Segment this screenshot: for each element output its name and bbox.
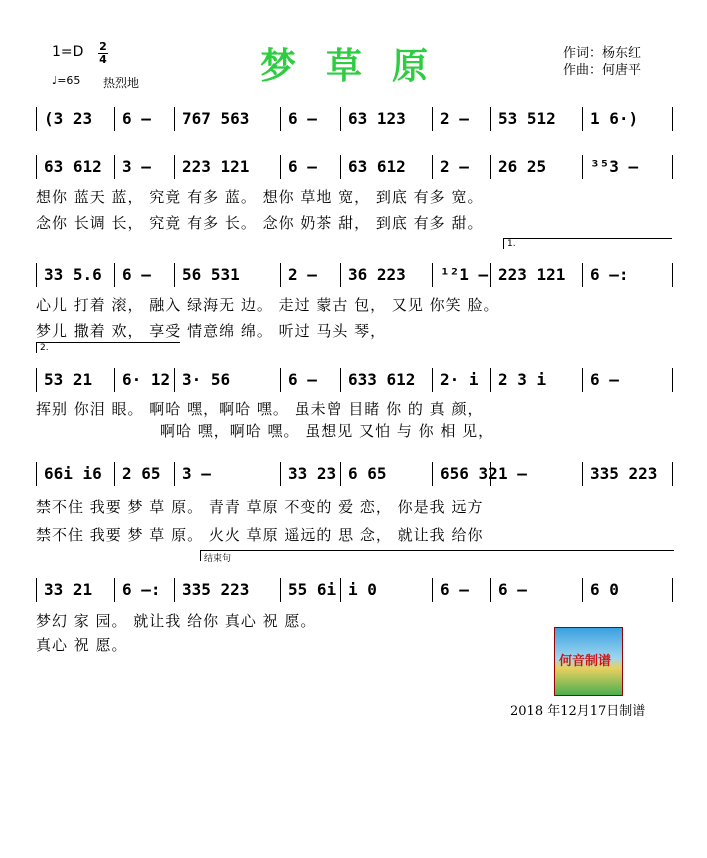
time-signature-top: 2 [99,40,107,53]
lyric-line: 挥别 你泪 眼。 啊哈 嘿，啊哈 嘿。 虽未曾 目睹 你 的 真 颜， [36,400,484,418]
bar-line [174,263,175,287]
measure-notes: 26 25 [498,157,547,176]
bar-line [36,462,37,486]
bar-line [432,462,433,486]
measure-notes: 335 223 [182,580,250,599]
lyric-line: 禁不住 我要 梦 草 原。 青青 草原 不变的 爱 恋， 你是我 远方 [36,498,484,516]
lyric-line: 梦儿 撒着 欢， 享受 情意绵 绵。 听过 马头 琴， [36,322,387,340]
maker-stamp-image [554,627,623,696]
measure-notes: 56 531 [182,265,240,284]
expression-mark: 热烈地 [103,76,140,90]
bar-line [114,578,115,602]
measure-notes: 63 612 [44,157,102,176]
bar-line [490,368,491,392]
measure-notes: 53 21 [44,370,93,389]
measure-notes: 2· i [440,370,479,389]
bar-line [280,578,281,602]
song-title: 梦草原 [260,45,459,87]
bar-line [582,578,583,602]
measure-notes: 767 563 [182,109,250,128]
tempo-mark: ♩=65 [52,74,81,87]
measure-notes: 6 – [498,580,527,599]
measure-notes: ¹²1 – [440,265,489,284]
bar-line [280,155,281,179]
measure-notes: i 0 [348,580,377,599]
bar-line [174,578,175,602]
bar-line [582,155,583,179]
measure-notes: 6 –: [122,580,161,599]
measure-notes: 1 6·) [590,109,639,128]
measure-notes: 3· 56 [182,370,231,389]
bar-line [672,155,673,179]
measure-notes: 33 5.6 [44,265,102,284]
bar-line [174,107,175,131]
bar-line [36,578,37,602]
measure-notes: 6 0 [590,580,619,599]
music-row [36,107,672,131]
music-row [36,578,672,602]
measure-notes: 6 – [122,265,151,284]
bar-line [114,107,115,131]
bar-line [114,263,115,287]
bar-line [114,462,115,486]
bar-line [340,107,341,131]
bar-line [114,368,115,392]
volta-bracket-1: 1. [503,238,672,249]
measure-notes: 3 – [182,464,211,483]
measure-notes: 2 65 [122,464,161,483]
music-row [36,368,672,392]
measure-notes: 55 6i [288,580,337,599]
bar-line [432,155,433,179]
bar-line [340,155,341,179]
bar-line [490,107,491,131]
lyricist-credit: 作词：杨东红 [563,46,642,61]
measure-notes: ³⁵3 – [590,157,639,176]
volta-bracket-2: 2. [36,342,180,353]
time-signature [98,42,108,65]
completion-date: 2018 年12月17日制谱 [510,704,646,719]
measure-notes: 6 – [122,109,151,128]
lyric-line: 念你 长调 长， 究竟 有多 长。 念你 奶茶 甜， 到底 有多 甜。 [36,214,484,232]
measure-notes: 6 –: [590,265,629,284]
measure-notes: 6 – [590,370,619,389]
lyric-line: 啊哈 嘿，啊哈 嘿。 虽想见 又怕 与 你 相 见， [160,422,495,440]
bar-line [340,368,341,392]
bar-line [672,107,673,131]
music-row [36,462,672,486]
bar-line [174,155,175,179]
bar-line [174,462,175,486]
bar-line [582,368,583,392]
bar-line [432,578,433,602]
lyric-line: 想你 蓝天 蓝， 究竟 有多 蓝。 想你 草地 宽， 到底 有多 宽。 [36,188,484,206]
measure-notes: 6 – [440,580,469,599]
bar-line [490,263,491,287]
bar-line [36,155,37,179]
music-row [36,155,672,179]
measure-notes: 2 – [288,265,317,284]
measure-notes: 33 23 [288,464,337,483]
bar-line [36,368,37,392]
bar-line [672,462,673,486]
bar-line [340,578,341,602]
measure-notes: 6 – [288,157,317,176]
bar-line [432,107,433,131]
bar-line [280,263,281,287]
lyric-line: 禁不住 我要 梦 草 原。 火火 草原 遥远的 思 念， 就让我 给你 [36,526,484,544]
lyric-line: 梦幻 家 园。 就让我 给你 真心 祝 愿。 [36,612,317,630]
bar-line [490,578,491,602]
bar-line [582,107,583,131]
measure-notes: 2 – [440,109,469,128]
bar-line [340,263,341,287]
measure-notes: (3 23 [44,109,93,128]
bar-line [36,263,37,287]
measure-notes: 656 32 [440,464,498,483]
measure-notes: 223 121 [182,157,250,176]
measure-notes: 53 512 [498,109,556,128]
maker-stamp-text: 何音制谱 [559,654,612,669]
time-signature-bottom: 4 [99,53,107,66]
bar-line [432,263,433,287]
measure-notes: 6 – [288,109,317,128]
measure-notes: 223 121 [498,265,566,284]
music-row [36,263,672,287]
bar-line [582,462,583,486]
bar-line [280,368,281,392]
measure-notes: 6· 12 [122,370,171,389]
measure-notes: 36 223 [348,265,406,284]
bar-line [582,263,583,287]
bar-line [672,368,673,392]
key-signature: 1=D [52,44,84,60]
bar-line [280,107,281,131]
measure-notes: 335 223 [590,464,658,483]
ending-bracket: 结束句 [200,550,674,561]
bar-line [280,462,281,486]
measure-notes: 33 21 [44,580,93,599]
bar-line [174,368,175,392]
measure-notes: 3 – [122,157,151,176]
measure-notes: 633 612 [348,370,416,389]
bar-line [490,155,491,179]
measure-notes: 2 – [440,157,469,176]
measure-notes: 6 – [288,370,317,389]
measure-notes: 2 3 i [498,370,547,389]
bar-line [36,107,37,131]
bar-line [432,368,433,392]
composer-credit: 作曲：何唐平 [563,63,642,78]
bar-line [672,578,673,602]
lyric-line: 心儿 打着 滚， 融入 绿海无 边。 走过 蒙古 包， 又见 你笑 脸。 [36,296,500,314]
measure-notes: 6 65 [348,464,387,483]
measure-notes: 1 – [498,464,527,483]
bar-line [114,155,115,179]
measure-notes: 63 612 [348,157,406,176]
bar-line [672,263,673,287]
measure-notes: 63 123 [348,109,406,128]
measure-notes: 66i i6 [44,464,102,483]
lyric-line: 真心 祝 愿。 [36,636,128,654]
bar-line [340,462,341,486]
